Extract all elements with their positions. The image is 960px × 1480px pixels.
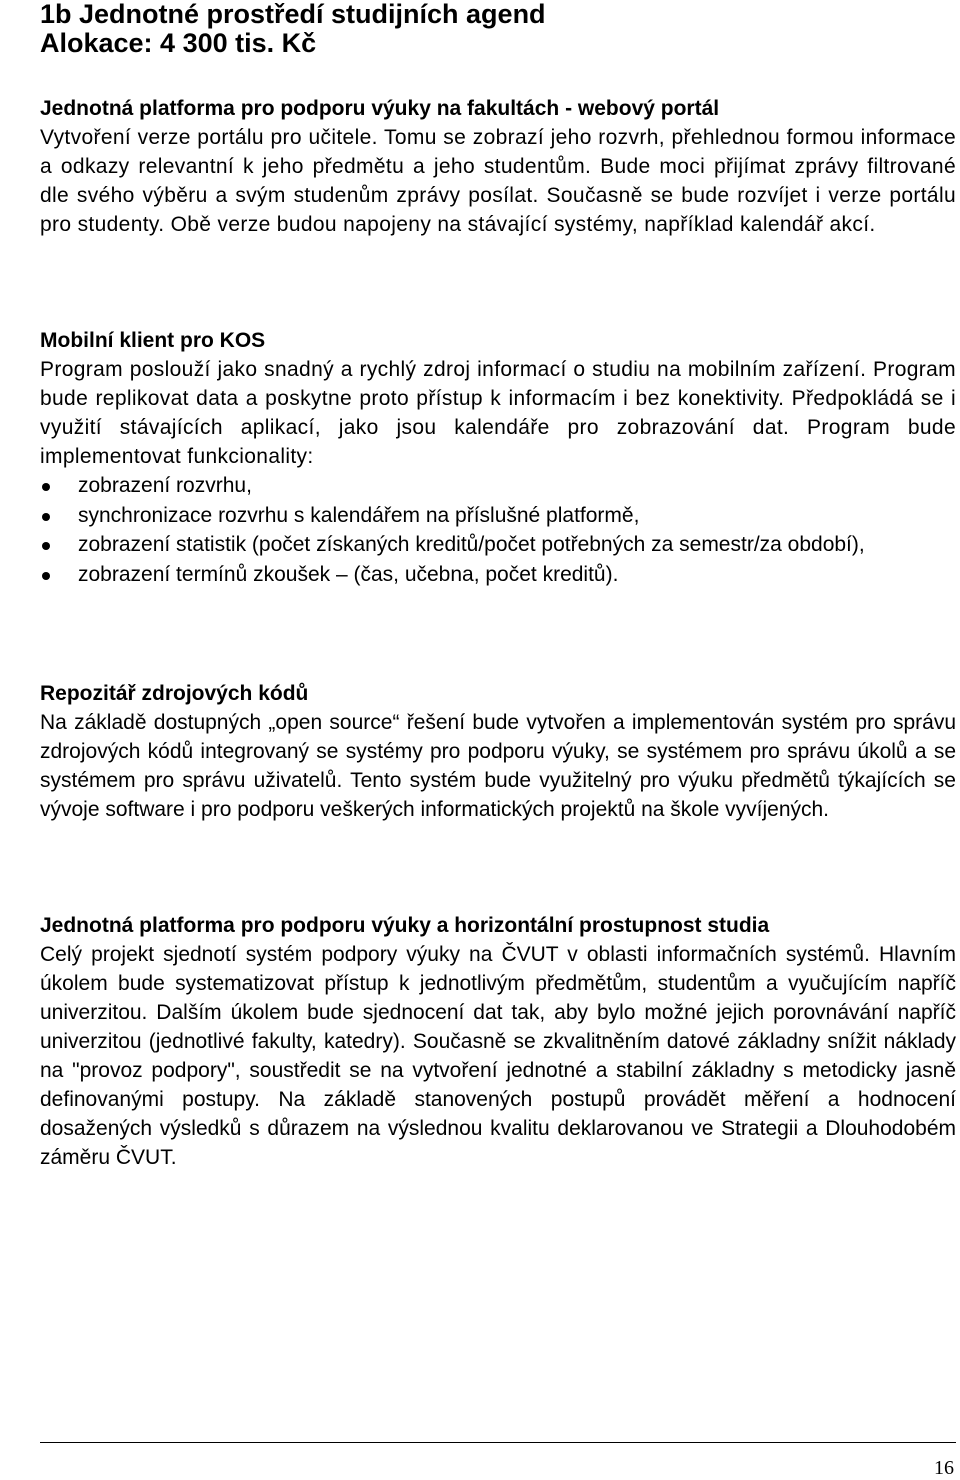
section-paragraph: Na základě dostupných „open source“ řešení bude vytvořen a implementován systém pro správu zdrojových kódů integrovaný se systémy pro podporu výuky, se systémem pro správu úkolů a se systémem pro správu uživatelů. Tento systém bude využitelný pro výuku předmětů týkajících se vývoje software i pro podporu veškerých informatických projektů na škole vyvíjených.: [40, 711, 956, 821]
list-item: [40, 471, 956, 501]
bullet-icon: [42, 513, 50, 521]
section-source-repository: [40, 679, 956, 824]
bullet-list: [40, 471, 956, 589]
section-heading: Mobilní klient pro KOS: [40, 329, 266, 352]
section-paragraph: Celý projekt sjednotí systém podpory výuky na ČVUT v oblasti informačních systémů. Hlavním úkolem bude systematizovat přístup k jednotlivým předmětům, studentům a vyučujícím napříč univerzitou. Dalším úkolem bude sjednocení dat tak, aby bylo možné jejich porovnávání napříč univerzitou (jednotlivé fakulty, katedry). Současně se zkvalitněním datové základny snížit náklady na "provoz podpory", soustředit se na vytvoření jednotné a stabilní základny s metodicky jasně definovanými postupy. Na základě stanovených postupů provádět měření a hodnocení dosažených výsledků s důrazem na výslednou kvalitu deklarovanou ve Strategii a Dlouhodobém záměru ČVUT.: [40, 943, 956, 1169]
list-item: [40, 501, 956, 531]
section-unified-platform: [40, 911, 956, 1172]
page-number: 16: [934, 1457, 954, 1479]
list-item-text: synchronizace rozvrhu s kalendářem na příslušné platformě,: [78, 503, 640, 527]
bullet-icon: [42, 542, 50, 550]
list-item: [40, 560, 956, 590]
section-heading: Jednotná platforma pro podporu výuky a horizontální prostupnost studia: [40, 914, 770, 937]
bullet-icon: [42, 483, 50, 491]
document-title: [40, 0, 546, 58]
section-paragraph: Vytvoření verze portálu pro učitele. Tomu se zobrazí jeho rozvrh, přehlednou formou informace a odkazy relevantní k jeho předmětu a jeho studentům. Bude moci přijímat zprávy filtrované dle svého výběru a svým studenům zprávy posílat. Současně se bude rozvíjet i verze portálu pro studenty. Obě verze budou napojeny na stávající systémy, například kalendář akcí.: [40, 126, 956, 236]
section-heading: Jednotná platforma pro podporu výuky na fakultách - webový portál: [40, 97, 720, 120]
section-paragraph: Program poslouží jako snadný a rychlý zdroj informací o studiu na mobilním zařízení. Program bude replikovat data a poskytne proto přístup k informacím i bez konektivity. Předpokládá se i využití stávajících aplikací, jako jsou kalendáře pro zobrazování dat. Program bude implementovat funkcionality:: [40, 358, 956, 468]
list-item-text: zobrazení rozvrhu,: [78, 474, 252, 497]
section-heading: Repozitář zdrojových kódů: [40, 682, 309, 705]
title-line-1: 1b Jednotné prostředí studijních agend: [40, 0, 546, 29]
list-item: [40, 530, 956, 560]
list-item-text: zobrazení statistik (počet získaných kreditů/počet potřebných za semestr/za období),: [78, 533, 865, 556]
title-line-2: Alokace: 4 300 tis. Kč: [40, 28, 317, 58]
section-web-portal: [40, 94, 956, 239]
list-item-text: zobrazení termínů zkoušek – (čas, učebna, počet kreditů).: [78, 562, 619, 586]
bullet-icon: [42, 572, 50, 580]
section-mobile-client: [40, 326, 956, 589]
footer-divider: [40, 1442, 956, 1443]
